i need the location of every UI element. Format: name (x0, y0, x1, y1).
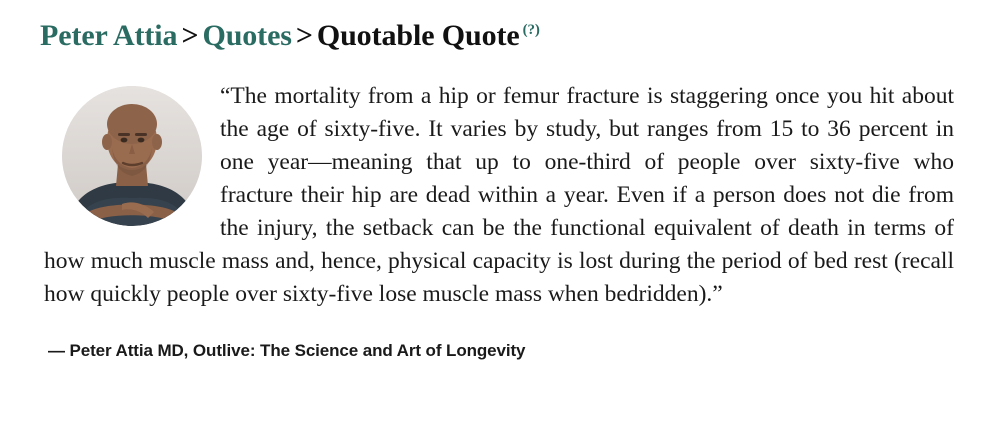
breadcrumb-separator-2: > (295, 19, 313, 52)
help-icon[interactable]: (?) (522, 22, 540, 38)
breadcrumb-link-quotes[interactable]: Quotes (202, 19, 292, 52)
breadcrumb (40, 18, 960, 54)
breadcrumb-link-author[interactable]: Peter Attia (40, 19, 178, 52)
quote-block (40, 80, 960, 361)
avatar (62, 86, 202, 226)
quote-paragraph: “The mortality from a hip or femur fracture is staggering once you hit about the age of sixty-five. It varies by study, but ranges from 15 to 36 percent in one year—meaning that up to one-third of people over sixty-five who fracture their hip are dead within a year. Even if a person does not die from the injury, the setback can be the functional equivalent of death in terms of how much muscle mass and, hence, physical capacity is lost during the period of bed rest (recall how quickly people over sixty-five lose muscle mass when bedridden).” (44, 83, 954, 307)
avatar-portrait-icon (62, 86, 202, 226)
quote-attribution: — Peter Attia MD, Outlive: The Science and Art of Longevity (48, 341, 526, 360)
breadcrumb-separator-1: > (181, 19, 199, 52)
breadcrumb-current-quotable-quote: Quotable Quote (316, 19, 520, 52)
